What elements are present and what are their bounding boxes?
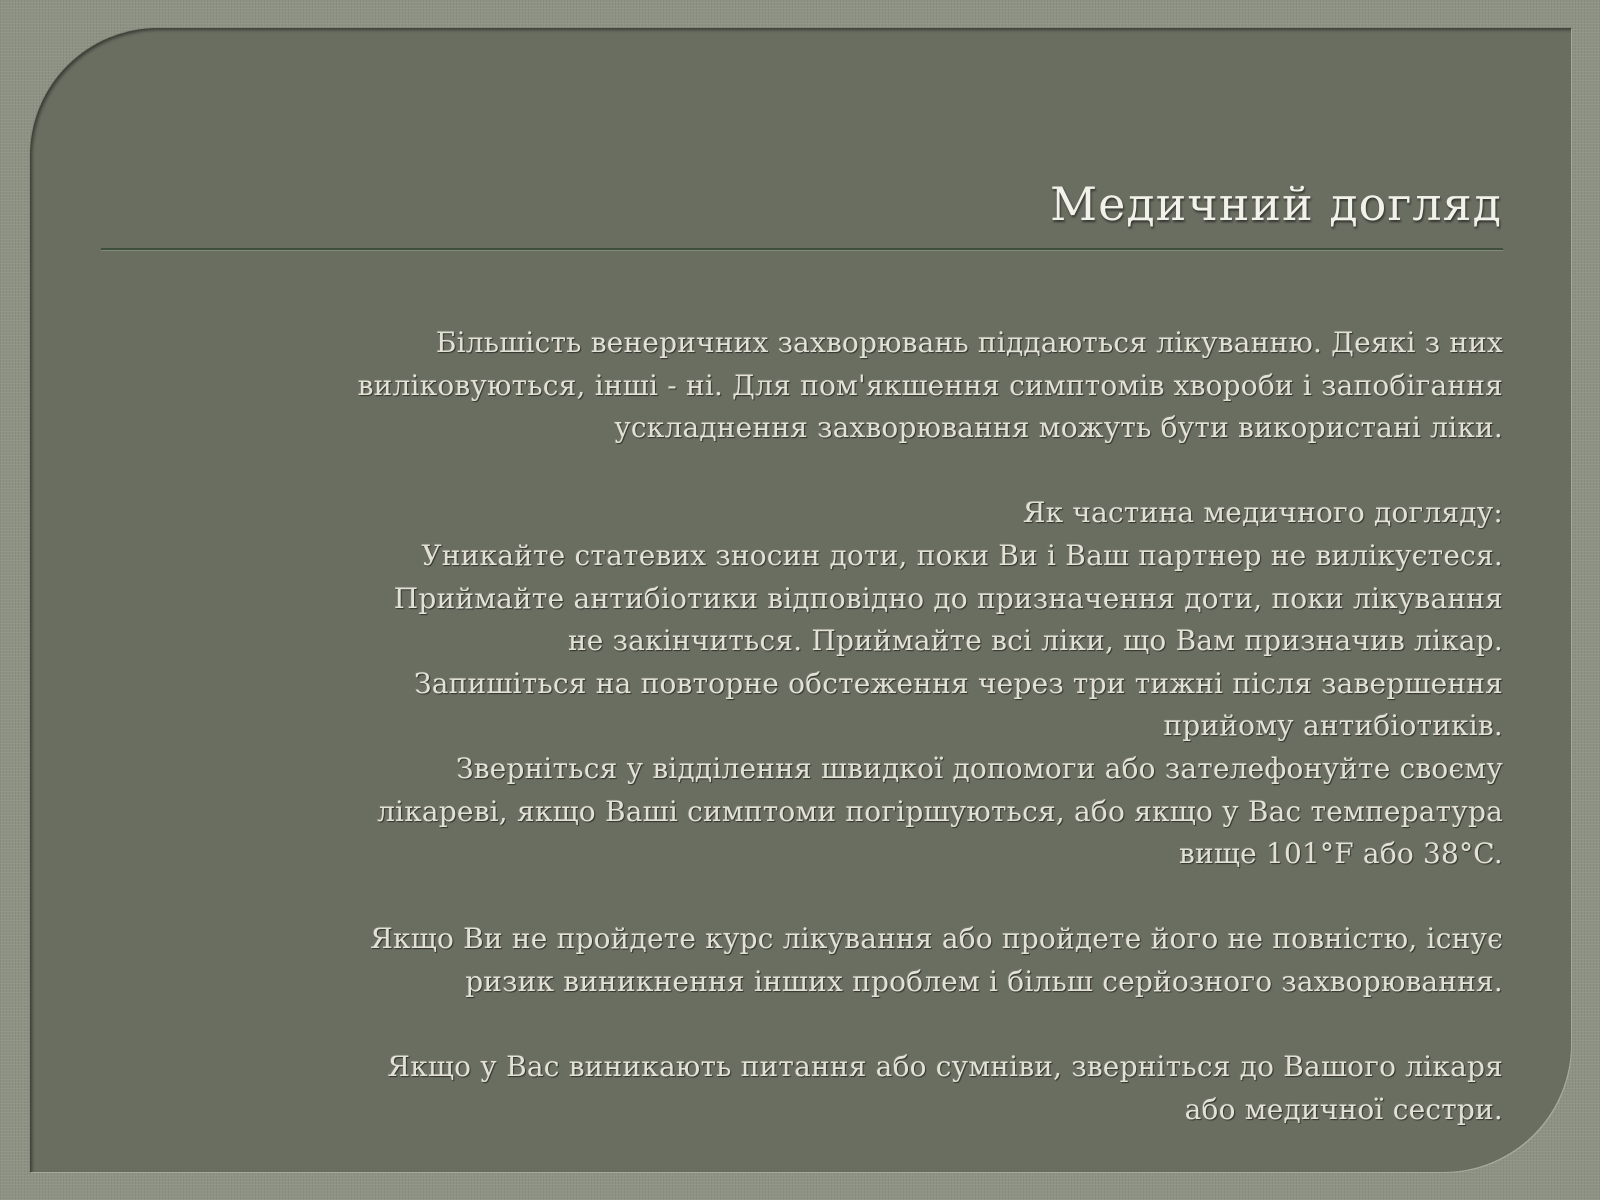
body-line: Якщо Ви не пройдете курс лікування або пройдете його не повністю, існує [370,922,1503,956]
paragraph-gap [243,450,1503,493]
body-line: вище 101°F або 38°C. [1179,837,1503,871]
body-line: або медичної сестри. [1184,1092,1503,1126]
title-divider [101,248,1503,251]
body-line: Приймайте антибіотики відповідно до призначення доти, поки лікування [393,581,1503,615]
body-line: Як частина медичного догляду: [1022,496,1503,530]
body-line: Зверніться у відділення швидкої допомоги або зателефонуйте своєму [456,751,1503,785]
body-line: лікареві, якщо Ваші симптоми погіршуються, або якщо у Вас температура [377,794,1503,828]
body-line: Якщо у Вас виникають питання або сумніви, зверніться до Вашого лікаря [387,1050,1503,1084]
body-line: виліковуються, інші - ні. Для пом'якшення симптомів хвороби і запобігання [357,368,1503,402]
slide-body [243,322,1503,1131]
body-line: ризик виникнення інших проблем і більш серйозного захворювання. [465,964,1503,998]
body-line: не закінчиться. Приймайте всі ліки, що Вам призначив лікар. [567,624,1503,658]
paragraph-gap [243,1004,1503,1047]
paragraph-gap [243,876,1503,919]
body-line: Запишіться на повторне обстеження через три тижні після завершення [414,666,1503,700]
body-line: ускладнення захворювання можуть бути використані ліки. [614,411,1503,445]
body-line: Більшість венеричних захворювань піддаються лікуванню. Деякі з них [435,326,1503,359]
slide-title: Медичний догляд [1050,177,1502,231]
body-line: Уникайте статевих зносин доти, поки Ви і Ваш партнер не вилікуєтеся. [421,538,1503,572]
body-line: прийому антибіотиків. [1163,709,1503,743]
